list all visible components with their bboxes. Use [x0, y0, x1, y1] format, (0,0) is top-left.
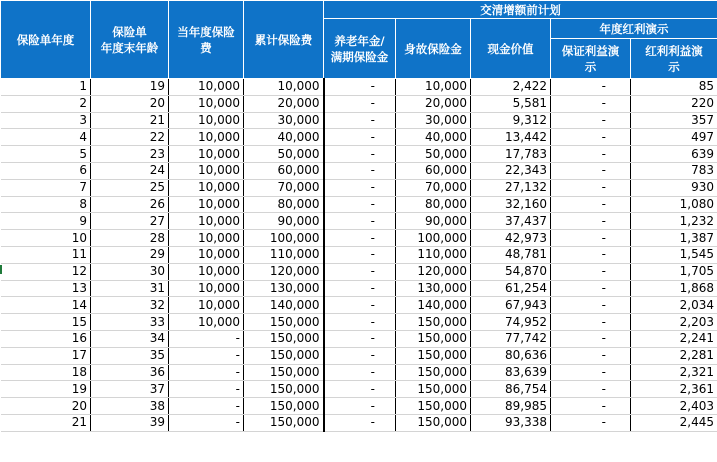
header-dividend-line1: 红利利益演: [645, 43, 703, 58]
cell-dividend[interactable]: 1,080: [631, 196, 717, 213]
cell-dividend[interactable]: 85: [631, 79, 717, 96]
cell-dividend[interactable]: 2,403: [631, 398, 717, 415]
cell-policy-year[interactable]: 6: [1, 162, 91, 179]
cell-death-benefit[interactable]: 60,000: [396, 162, 471, 179]
cell-cash-value[interactable]: 89,985: [471, 398, 551, 415]
cell-cumulative-premium[interactable]: 150,000: [244, 381, 324, 398]
cell-pension[interactable]: -: [324, 297, 396, 314]
cell-age[interactable]: 36: [91, 364, 169, 381]
cell-death-benefit[interactable]: 150,000: [396, 314, 471, 331]
cell-annual-premium[interactable]: 10,000: [169, 79, 244, 96]
cell-policy-year[interactable]: 14: [1, 297, 91, 314]
cell-death-benefit[interactable]: 30,000: [396, 112, 471, 129]
cell-annual-premium[interactable]: -: [169, 330, 244, 347]
cell-pension[interactable]: -: [324, 112, 396, 129]
cell-cash-value[interactable]: 48,781: [471, 246, 551, 263]
cell-dividend[interactable]: 1,868: [631, 280, 717, 297]
cell-dividend[interactable]: 639: [631, 146, 717, 163]
cell-cash-value[interactable]: 86,754: [471, 381, 551, 398]
cell-death-benefit[interactable]: 150,000: [396, 347, 471, 364]
cell-guaranteed[interactable]: -: [551, 179, 631, 196]
table-row: [1, 347, 717, 364]
cell-death-benefit[interactable]: 150,000: [396, 330, 471, 347]
cell-cash-value[interactable]: 5,581: [471, 95, 551, 112]
cell-death-benefit[interactable]: 110,000: [396, 246, 471, 263]
table-row: [1, 364, 717, 381]
table-row: [1, 95, 717, 112]
cell-annual-premium[interactable]: 10,000: [169, 146, 244, 163]
cell-annual-premium[interactable]: -: [169, 381, 244, 398]
cell-age[interactable]: 19: [91, 79, 169, 96]
cell-cumulative-premium[interactable]: 80,000: [244, 196, 324, 213]
cell-cumulative-premium[interactable]: 30,000: [244, 112, 324, 129]
header-age: [91, 1, 169, 79]
header-policy-year: 保险单年度: [1, 1, 91, 79]
cell-annual-premium[interactable]: 10,000: [169, 112, 244, 129]
table-row: [1, 162, 717, 179]
cell-annual-premium[interactable]: -: [169, 398, 244, 415]
cell-guaranteed[interactable]: -: [551, 330, 631, 347]
cell-guaranteed[interactable]: -: [551, 230, 631, 247]
cell-cash-value[interactable]: 77,742: [471, 330, 551, 347]
cell-death-benefit[interactable]: 150,000: [396, 381, 471, 398]
cell-dividend[interactable]: 1,705: [631, 263, 717, 280]
cell-cumulative-premium[interactable]: 50,000: [244, 146, 324, 163]
cell-pension[interactable]: -: [324, 414, 396, 431]
header-pension-line2: 满期保险金: [330, 49, 389, 64]
cell-policy-year[interactable]: 2: [1, 95, 91, 112]
cell-policy-year[interactable]: 18: [1, 364, 91, 381]
cell-guaranteed[interactable]: -: [551, 146, 631, 163]
cell-death-benefit[interactable]: 10,000: [396, 79, 471, 96]
cell-policy-year[interactable]: 11: [1, 246, 91, 263]
cell-dividend[interactable]: 783: [631, 162, 717, 179]
table-row: [1, 129, 717, 146]
cell-policy-year[interactable]: 15: [1, 314, 91, 331]
table-row: [1, 196, 717, 213]
cell-annual-premium[interactable]: 10,000: [169, 162, 244, 179]
table-row: [1, 263, 717, 280]
cell-pension[interactable]: -: [324, 213, 396, 230]
cell-pension[interactable]: -: [324, 314, 396, 331]
cell-pension[interactable]: -: [324, 179, 396, 196]
cell-annual-premium[interactable]: 10,000: [169, 129, 244, 146]
cell-pension[interactable]: -: [324, 162, 396, 179]
cell-policy-year[interactable]: 20: [1, 398, 91, 415]
cell-age[interactable]: 34: [91, 330, 169, 347]
cell-cash-value[interactable]: 93,338: [471, 414, 551, 431]
cell-pension[interactable]: -: [324, 246, 396, 263]
cell-guaranteed[interactable]: -: [551, 79, 631, 96]
cell-annual-premium[interactable]: 10,000: [169, 196, 244, 213]
cell-death-benefit[interactable]: 150,000: [396, 364, 471, 381]
cell-pension[interactable]: -: [324, 398, 396, 415]
table-row: [1, 398, 717, 415]
header-dividend-line2: 示: [668, 59, 680, 74]
cell-pension[interactable]: -: [324, 129, 396, 146]
cell-annual-premium[interactable]: 10,000: [169, 280, 244, 297]
cell-pension[interactable]: -: [324, 280, 396, 297]
cell-guaranteed[interactable]: -: [551, 280, 631, 297]
cell-guaranteed[interactable]: -: [551, 95, 631, 112]
cell-cash-value[interactable]: 2,422: [471, 79, 551, 96]
cell-dividend[interactable]: 2,445: [631, 414, 717, 431]
cell-dividend[interactable]: 497: [631, 129, 717, 146]
cell-cash-value[interactable]: 54,870: [471, 263, 551, 280]
cell-cumulative-premium[interactable]: 100,000: [244, 230, 324, 247]
cell-cumulative-premium[interactable]: 120,000: [244, 263, 324, 280]
cell-annual-premium[interactable]: -: [169, 364, 244, 381]
cell-age[interactable]: 37: [91, 381, 169, 398]
cell-death-benefit[interactable]: 150,000: [396, 414, 471, 431]
cell-death-benefit[interactable]: 120,000: [396, 263, 471, 280]
cell-dividend[interactable]: 2,203: [631, 314, 717, 331]
cell-policy-year[interactable]: 9: [1, 213, 91, 230]
cell-pension[interactable]: -: [324, 79, 396, 96]
cell-cash-value[interactable]: 61,254: [471, 280, 551, 297]
cell-annual-premium[interactable]: 10,000: [169, 314, 244, 331]
cell-death-benefit[interactable]: 80,000: [396, 196, 471, 213]
table-row: [1, 280, 717, 297]
cell-pension[interactable]: -: [324, 146, 396, 163]
cell-death-benefit[interactable]: 50,000: [396, 146, 471, 163]
cell-policy-year[interactable]: 5: [1, 146, 91, 163]
cell-cash-value[interactable]: 27,132: [471, 179, 551, 196]
cell-guaranteed[interactable]: -: [551, 162, 631, 179]
header-annual-premium-line2: 费: [200, 40, 212, 55]
cell-cumulative-premium[interactable]: 90,000: [244, 213, 324, 230]
cell-annual-premium[interactable]: 10,000: [169, 95, 244, 112]
cell-cumulative-premium[interactable]: 150,000: [244, 314, 324, 331]
cell-annual-premium[interactable]: 10,000: [169, 297, 244, 314]
table-row: [1, 213, 717, 230]
cell-age[interactable]: 26: [91, 196, 169, 213]
cell-cumulative-premium[interactable]: 150,000: [244, 330, 324, 347]
cell-policy-year[interactable]: 21: [1, 414, 91, 431]
cell-cash-value[interactable]: 74,952: [471, 314, 551, 331]
cell-policy-year[interactable]: 7: [1, 179, 91, 196]
cell-death-benefit[interactable]: 20,000: [396, 95, 471, 112]
cell-cumulative-premium[interactable]: 140,000: [244, 297, 324, 314]
cell-cash-value[interactable]: 37,437: [471, 213, 551, 230]
header-cumulative-premium: 累计保险费: [244, 1, 324, 79]
cell-pension[interactable]: -: [324, 196, 396, 213]
cell-age[interactable]: 29: [91, 246, 169, 263]
header-pension-line1: 养老年金/: [334, 33, 385, 48]
header-death-benefit: 身故保险金: [396, 19, 471, 79]
cell-cumulative-premium[interactable]: 70,000: [244, 179, 324, 196]
cell-guaranteed[interactable]: -: [551, 129, 631, 146]
cell-cumulative-premium[interactable]: 150,000: [244, 347, 324, 364]
cell-pension[interactable]: -: [324, 381, 396, 398]
cell-cumulative-premium[interactable]: 150,000: [244, 414, 324, 431]
cell-guaranteed[interactable]: -: [551, 364, 631, 381]
cell-policy-year[interactable]: 1: [1, 79, 91, 96]
cell-cumulative-premium[interactable]: 130,000: [244, 280, 324, 297]
table-row: [1, 246, 717, 263]
cell-cumulative-premium[interactable]: 40,000: [244, 129, 324, 146]
cell-policy-year[interactable]: 13: [1, 280, 91, 297]
cell-cumulative-premium[interactable]: 10,000: [244, 79, 324, 96]
cell-age[interactable]: 28: [91, 230, 169, 247]
cell-cash-value[interactable]: 32,160: [471, 196, 551, 213]
row-selection-marker: [0, 265, 2, 274]
table-row: [1, 179, 717, 196]
cell-age[interactable]: 35: [91, 347, 169, 364]
cell-cumulative-premium[interactable]: 150,000: [244, 364, 324, 381]
cell-policy-year[interactable]: 19: [1, 381, 91, 398]
header-pension: [324, 19, 396, 79]
cell-dividend[interactable]: 357: [631, 112, 717, 129]
header-guaranteed-line1: 保证利益演: [561, 43, 620, 58]
cell-age[interactable]: 32: [91, 297, 169, 314]
cell-pension[interactable]: -: [324, 347, 396, 364]
cell-dividend[interactable]: 1,232: [631, 213, 717, 230]
table-body: [1, 79, 717, 432]
header-annual-premium: [169, 1, 244, 79]
header-cash-value: 现金价值: [471, 19, 551, 79]
cell-dividend[interactable]: 2,321: [631, 364, 717, 381]
header-age-line1: 保险单: [112, 24, 147, 39]
cell-cash-value[interactable]: 80,636: [471, 347, 551, 364]
cell-policy-year[interactable]: 17: [1, 347, 91, 364]
cell-pension[interactable]: -: [324, 330, 396, 347]
header-group-plan: 交清增额前计划: [324, 1, 717, 19]
cell-guaranteed[interactable]: -: [551, 246, 631, 263]
cell-dividend[interactable]: 2,281: [631, 347, 717, 364]
cell-cash-value[interactable]: 83,639: [471, 364, 551, 381]
cell-annual-premium[interactable]: 10,000: [169, 213, 244, 230]
cell-guaranteed[interactable]: -: [551, 347, 631, 364]
cell-death-benefit[interactable]: 40,000: [396, 129, 471, 146]
cell-guaranteed[interactable]: -: [551, 414, 631, 431]
cell-age[interactable]: 21: [91, 112, 169, 129]
cell-dividend[interactable]: 1,387: [631, 230, 717, 247]
cell-guaranteed[interactable]: -: [551, 398, 631, 415]
table-row: [1, 230, 717, 247]
cell-annual-premium[interactable]: 10,000: [169, 179, 244, 196]
cell-death-benefit[interactable]: 90,000: [396, 213, 471, 230]
cell-policy-year[interactable]: 4: [1, 129, 91, 146]
table-row: [1, 297, 717, 314]
cell-death-benefit[interactable]: 70,000: [396, 179, 471, 196]
cell-age[interactable]: 39: [91, 414, 169, 431]
table-row: [1, 79, 717, 96]
cell-cash-value[interactable]: 67,943: [471, 297, 551, 314]
cell-age[interactable]: 38: [91, 398, 169, 415]
cell-guaranteed[interactable]: -: [551, 213, 631, 230]
table-row: [1, 414, 717, 431]
table-row: [1, 112, 717, 129]
cell-guaranteed[interactable]: -: [551, 196, 631, 213]
table-row: [1, 330, 717, 347]
cell-pension[interactable]: -: [324, 364, 396, 381]
cell-cash-value[interactable]: 9,312: [471, 112, 551, 129]
cell-death-benefit[interactable]: 150,000: [396, 398, 471, 415]
cell-age[interactable]: 30: [91, 263, 169, 280]
cell-dividend[interactable]: 2,361: [631, 381, 717, 398]
header-annual-premium-line1: 当年度保险: [177, 24, 235, 39]
cell-guaranteed[interactable]: -: [551, 314, 631, 331]
cell-annual-premium[interactable]: 10,000: [169, 263, 244, 280]
cell-policy-year[interactable]: 12: [1, 263, 91, 280]
table-row: [1, 146, 717, 163]
cell-policy-year[interactable]: 10: [1, 230, 91, 247]
cell-death-benefit[interactable]: 140,000: [396, 297, 471, 314]
cell-dividend[interactable]: 2,034: [631, 297, 717, 314]
cell-cash-value[interactable]: 22,343: [471, 162, 551, 179]
cell-dividend[interactable]: 2,241: [631, 330, 717, 347]
cell-annual-premium[interactable]: -: [169, 414, 244, 431]
cell-cumulative-premium[interactable]: 60,000: [244, 162, 324, 179]
cell-annual-premium[interactable]: 10,000: [169, 246, 244, 263]
cell-age[interactable]: 23: [91, 146, 169, 163]
cell-policy-year[interactable]: 3: [1, 112, 91, 129]
table-row: [1, 314, 717, 331]
cell-annual-premium[interactable]: -: [169, 347, 244, 364]
cell-age[interactable]: 25: [91, 179, 169, 196]
header-dividend-group: 年度红利演示: [551, 19, 717, 39]
cell-death-benefit[interactable]: 100,000: [396, 230, 471, 247]
cell-pension[interactable]: -: [324, 230, 396, 247]
cell-age[interactable]: 20: [91, 95, 169, 112]
cell-cash-value[interactable]: 42,973: [471, 230, 551, 247]
cell-cash-value[interactable]: 13,442: [471, 129, 551, 146]
cell-guaranteed[interactable]: -: [551, 112, 631, 129]
cell-pension[interactable]: -: [324, 263, 396, 280]
cell-cumulative-premium[interactable]: 150,000: [244, 398, 324, 415]
cell-age[interactable]: 33: [91, 314, 169, 331]
cell-guaranteed[interactable]: -: [551, 297, 631, 314]
cell-policy-year[interactable]: 8: [1, 196, 91, 213]
cell-policy-year[interactable]: 16: [1, 330, 91, 347]
cell-dividend[interactable]: 1,545: [631, 246, 717, 263]
header-guaranteed-line2: 示: [584, 59, 597, 74]
cell-age[interactable]: 27: [91, 213, 169, 230]
cell-guaranteed[interactable]: -: [551, 263, 631, 280]
header-age-line2: 年度末年龄: [100, 40, 159, 55]
cell-death-benefit[interactable]: 130,000: [396, 280, 471, 297]
cell-guaranteed[interactable]: -: [551, 381, 631, 398]
table-row: [1, 381, 717, 398]
cell-dividend[interactable]: 220: [631, 95, 717, 112]
cell-cumulative-premium[interactable]: 20,000: [244, 95, 324, 112]
cell-age[interactable]: 24: [91, 162, 169, 179]
cell-age[interactable]: 22: [91, 129, 169, 146]
header-dividend: [631, 39, 717, 79]
cell-cash-value[interactable]: 17,783: [471, 146, 551, 163]
cell-age[interactable]: 31: [91, 280, 169, 297]
cell-annual-premium[interactable]: 10,000: [169, 230, 244, 247]
cell-dividend[interactable]: 930: [631, 179, 717, 196]
cell-cumulative-premium[interactable]: 110,000: [244, 246, 324, 263]
header-guaranteed: [551, 39, 631, 79]
cell-pension[interactable]: -: [324, 95, 396, 112]
